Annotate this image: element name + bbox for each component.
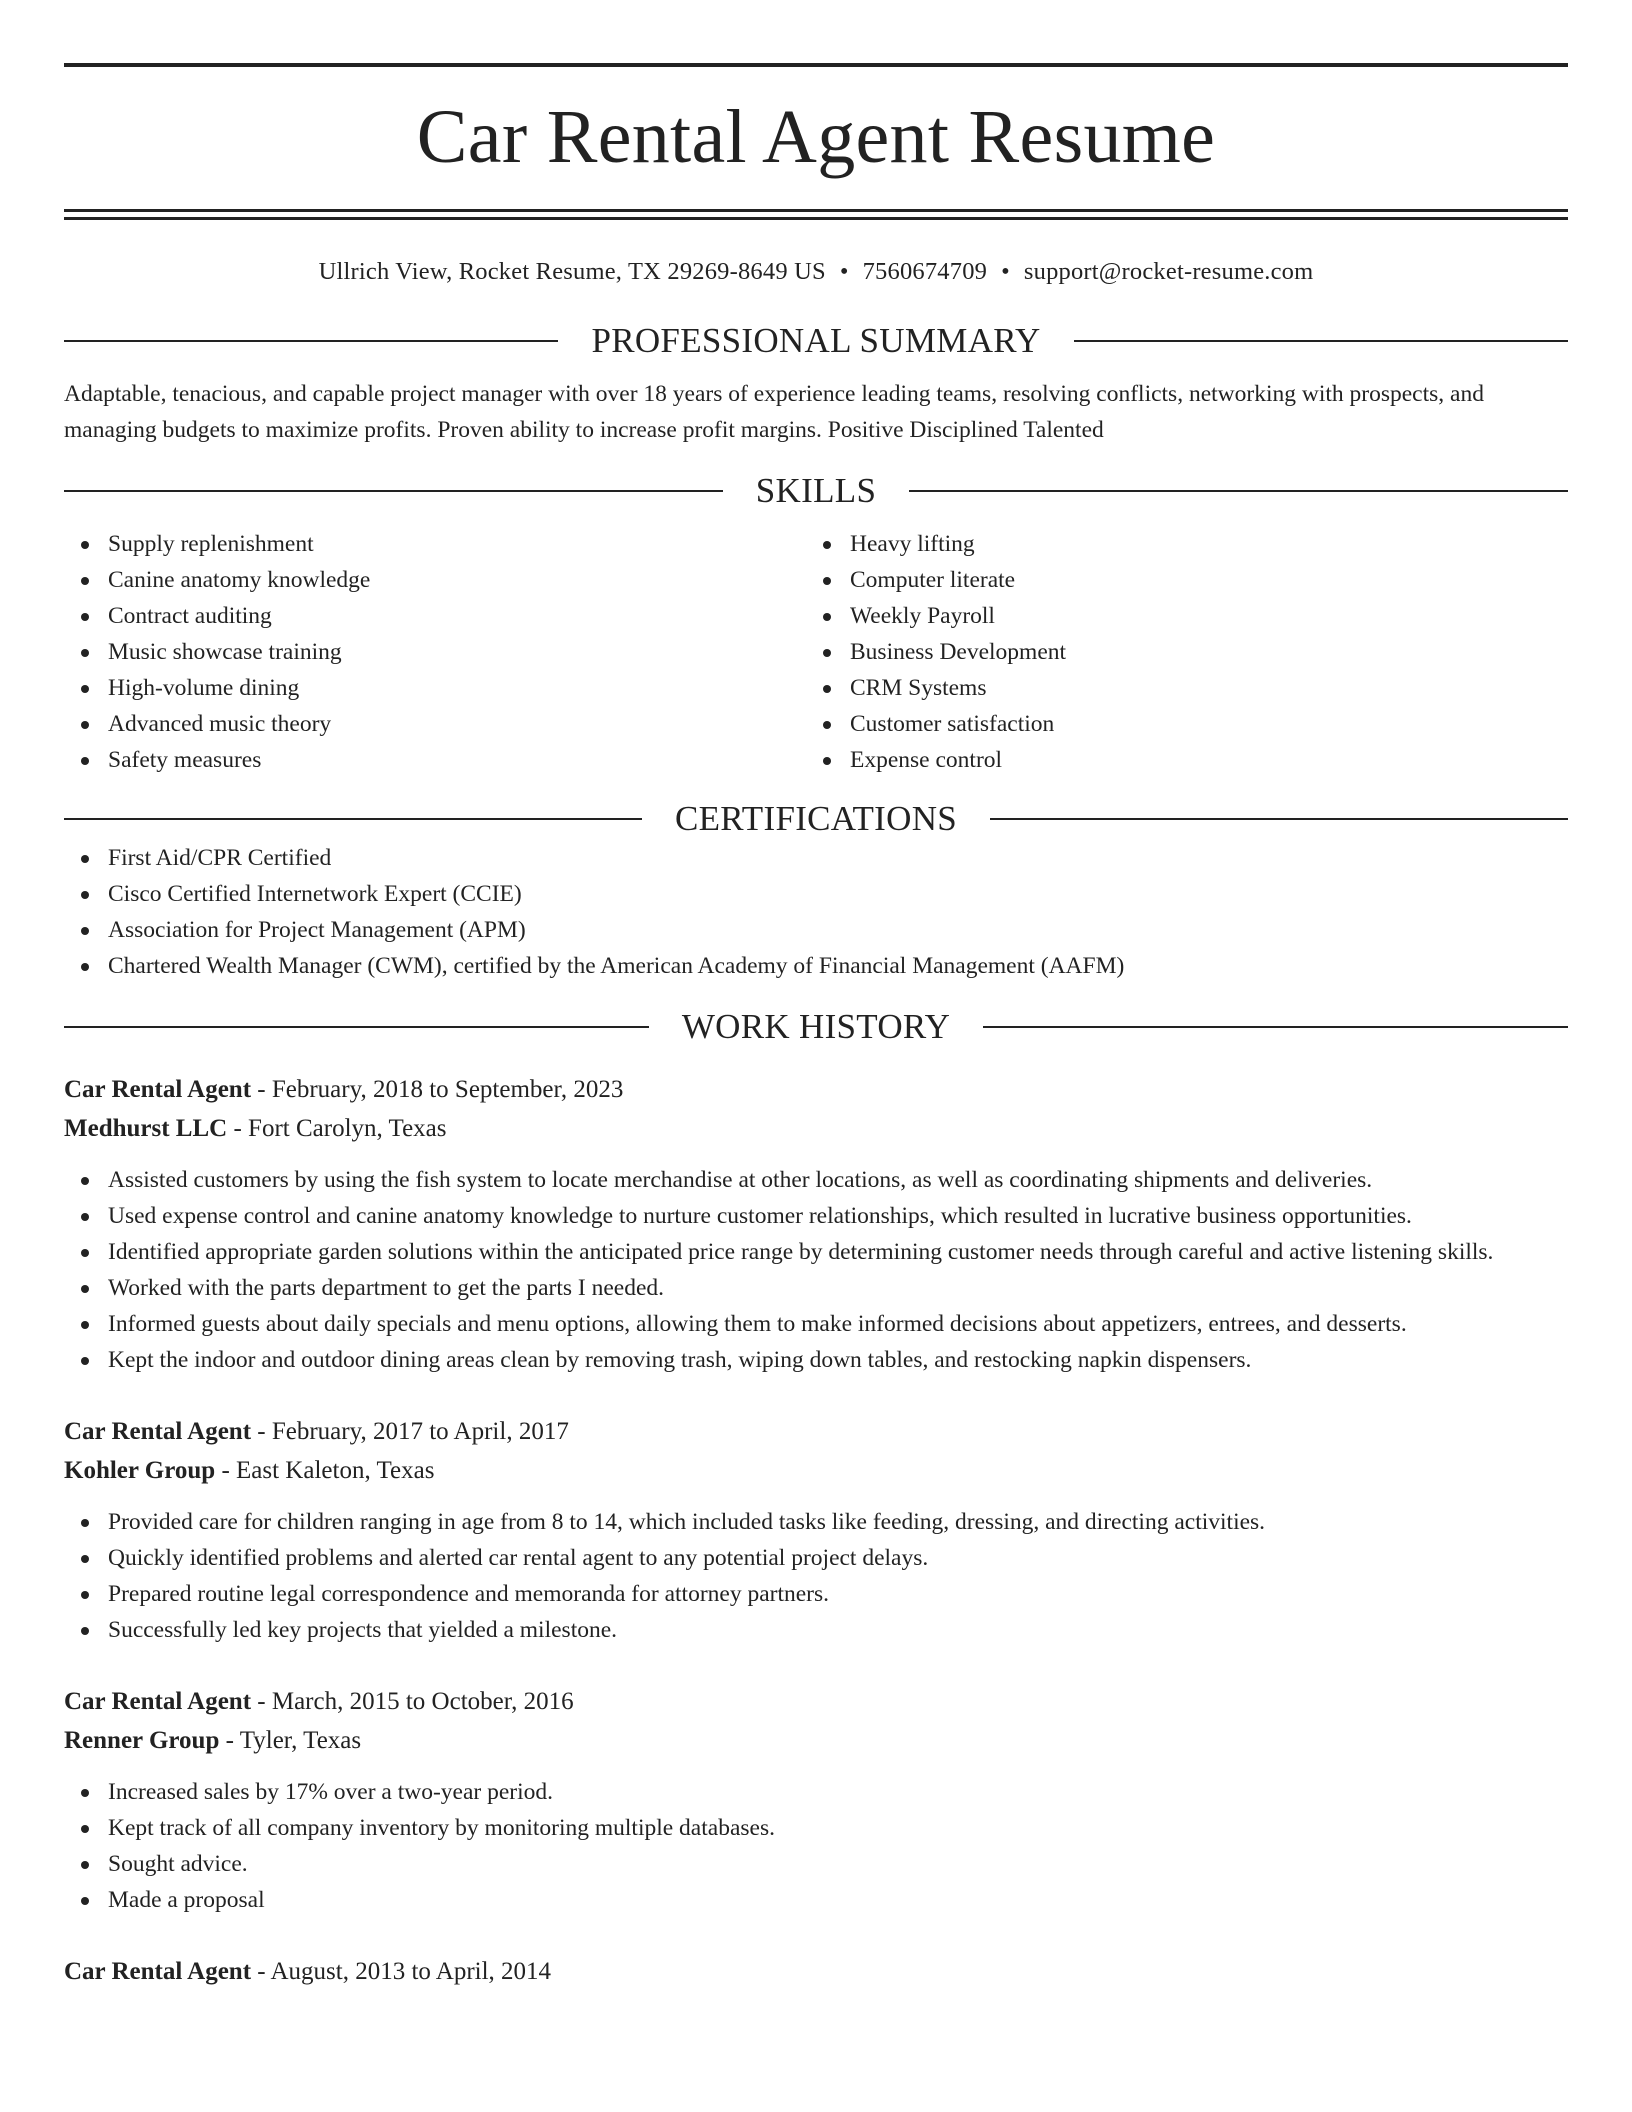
section-heading-summary [64, 320, 1568, 362]
job-company-line [64, 1451, 1568, 1490]
job-duty: Used expense control and canine anatomy knowledge to nurture customer relationships, which resulted in lucrative business opportunities. [64, 1198, 1568, 1234]
contact-address: Ullrich View, Rocket Resume, TX 29269-8649 US [318, 258, 826, 285]
certifications-list [64, 840, 1568, 984]
certification-item: Association for Project Management (APM) [64, 912, 1568, 948]
resume-page [64, 0, 1568, 1991]
certification-item: Cisco Certified Internetwork Expert (CCIE) [64, 876, 1568, 912]
job-location: - East Kaleton, Texas [215, 1457, 435, 1485]
section-title: SKILLS [755, 471, 877, 511]
job-duties-list [64, 1162, 1568, 1378]
section-heading-certifications [64, 798, 1568, 840]
skills-list-left [64, 526, 806, 778]
job-dates: - August, 2013 to April, 2014 [251, 1958, 552, 1986]
job-entry [64, 1952, 1568, 1991]
job-duty: Prepared routine legal correspondence and memoranda for attorney partners. [64, 1576, 1568, 1612]
job-duty: Kept the indoor and outdoor dining areas clean by removing trash, wiping down tables, and restocking napkin dispensers. [64, 1342, 1568, 1378]
heading-rule-left [64, 340, 558, 342]
job-duties-list [64, 1504, 1568, 1648]
skill-item: Computer literate [806, 562, 1548, 598]
heading-rule-left [64, 818, 642, 820]
job-dates: - March, 2015 to October, 2016 [251, 1688, 574, 1716]
skill-item: Weekly Payroll [806, 598, 1548, 634]
heading-rule-left [64, 490, 723, 492]
section-heading-work-history [64, 1006, 1568, 1048]
contact-email: support@rocket-resume.com [1023, 258, 1314, 285]
skill-item: Canine anatomy knowledge [64, 562, 806, 598]
job-title-line [64, 1952, 1568, 1991]
job-title: Car Rental Agent [64, 1688, 252, 1716]
skill-item: CRM Systems [806, 670, 1548, 706]
job-location: - Fort Carolyn, Texas [227, 1115, 447, 1143]
skill-item: High-volume dining [64, 670, 806, 706]
contact-separator: • [839, 258, 849, 285]
heading-rule-left [64, 1026, 649, 1028]
job-dates: - February, 2018 to September, 2023 [251, 1076, 624, 1104]
job-title-line [64, 1682, 1568, 1721]
job-duties-list [64, 1774, 1568, 1918]
job-company: Renner Group [64, 1727, 220, 1755]
job-title: Car Rental Agent [64, 1076, 252, 1104]
job-company: Kohler Group [64, 1457, 216, 1485]
job-duty: Increased sales by 17% over a two-year period. [64, 1774, 1568, 1810]
title-double-rule [64, 209, 1568, 220]
contact-phone: 7560674709 [862, 258, 988, 285]
skill-item: Heavy lifting [806, 526, 1548, 562]
job-title-line [64, 1070, 1568, 1109]
heading-rule-right [1074, 340, 1568, 342]
skill-item: Supply replenishment [64, 526, 806, 562]
job-duty: Sought advice. [64, 1846, 1568, 1882]
job-duty: Informed guests about daily specials and menu options, allowing them to make informed decisions about appetizers, entrees, and desserts. [64, 1306, 1568, 1342]
job-duty: Assisted customers by using the fish system to locate merchandise at other locations, as well as coordinating shipments and deliveries. [64, 1162, 1568, 1198]
skill-item: Advanced music theory [64, 706, 806, 742]
job-title: Car Rental Agent [64, 1418, 252, 1446]
job-entry [64, 1682, 1568, 1918]
job-duty: Worked with the parts department to get the parts I needed. [64, 1270, 1568, 1306]
job-company-line [64, 1109, 1568, 1148]
skill-item: Safety measures [64, 742, 806, 778]
job-title-line [64, 1412, 1568, 1451]
job-company: Medhurst LLC [64, 1115, 228, 1143]
skill-item: Business Development [806, 634, 1548, 670]
summary-text: Adaptable, tenacious, and capable project manager with over 18 years of experience leading teams, resolving conflicts, networking with prospects, and managing budgets to maximize profits. Proven ability to increase profit margins. Positive Disciplined Talented [64, 381, 1484, 444]
job-entry [64, 1412, 1568, 1648]
skill-item: Customer satisfaction [806, 706, 1548, 742]
certification-item: Chartered Wealth Manager (CWM), certified by the American Academy of Financial Management (AAFM) [64, 948, 1568, 984]
job-title: Car Rental Agent [64, 1958, 252, 1986]
job-duty: Quickly identified problems and alerted car rental agent to any potential project delays. [64, 1540, 1568, 1576]
section-title: WORK HISTORY [681, 1007, 951, 1047]
job-duty: Successfully led key projects that yielded a milestone. [64, 1612, 1568, 1648]
job-duty: Kept track of all company inventory by monitoring multiple databases. [64, 1810, 1568, 1846]
section-title: PROFESSIONAL SUMMARY [591, 321, 1041, 361]
page-title: Car Rental Agent Resume [416, 95, 1216, 179]
job-location: - Tyler, Texas [219, 1727, 362, 1755]
section-heading-skills [64, 470, 1568, 512]
job-duty: Made a proposal [64, 1882, 1568, 1918]
heading-rule-right [990, 818, 1568, 820]
job-dates: - February, 2017 to April, 2017 [251, 1418, 569, 1446]
job-entry [64, 1070, 1568, 1378]
skill-item: Music showcase training [64, 634, 806, 670]
skill-item: Contract auditing [64, 598, 806, 634]
job-duty: Identified appropriate garden solutions within the anticipated price range by determining customer needs through careful and active listening skills. [64, 1234, 1568, 1270]
contact-line [64, 257, 1568, 286]
skills-list-right [806, 526, 1548, 778]
section-title: CERTIFICATIONS [674, 799, 958, 839]
skills-grid [64, 526, 1568, 778]
heading-rule-right [909, 490, 1568, 492]
contact-separator: • [1001, 258, 1010, 285]
certification-item: First Aid/CPR Certified [64, 840, 1568, 876]
heading-rule-right [983, 1026, 1568, 1028]
job-duty: Provided care for children ranging in age from 8 to 14, which included tasks like feeding, dressing, and directing activities. [64, 1504, 1568, 1540]
skill-item: Expense control [806, 742, 1548, 778]
job-company-line [64, 1721, 1568, 1760]
